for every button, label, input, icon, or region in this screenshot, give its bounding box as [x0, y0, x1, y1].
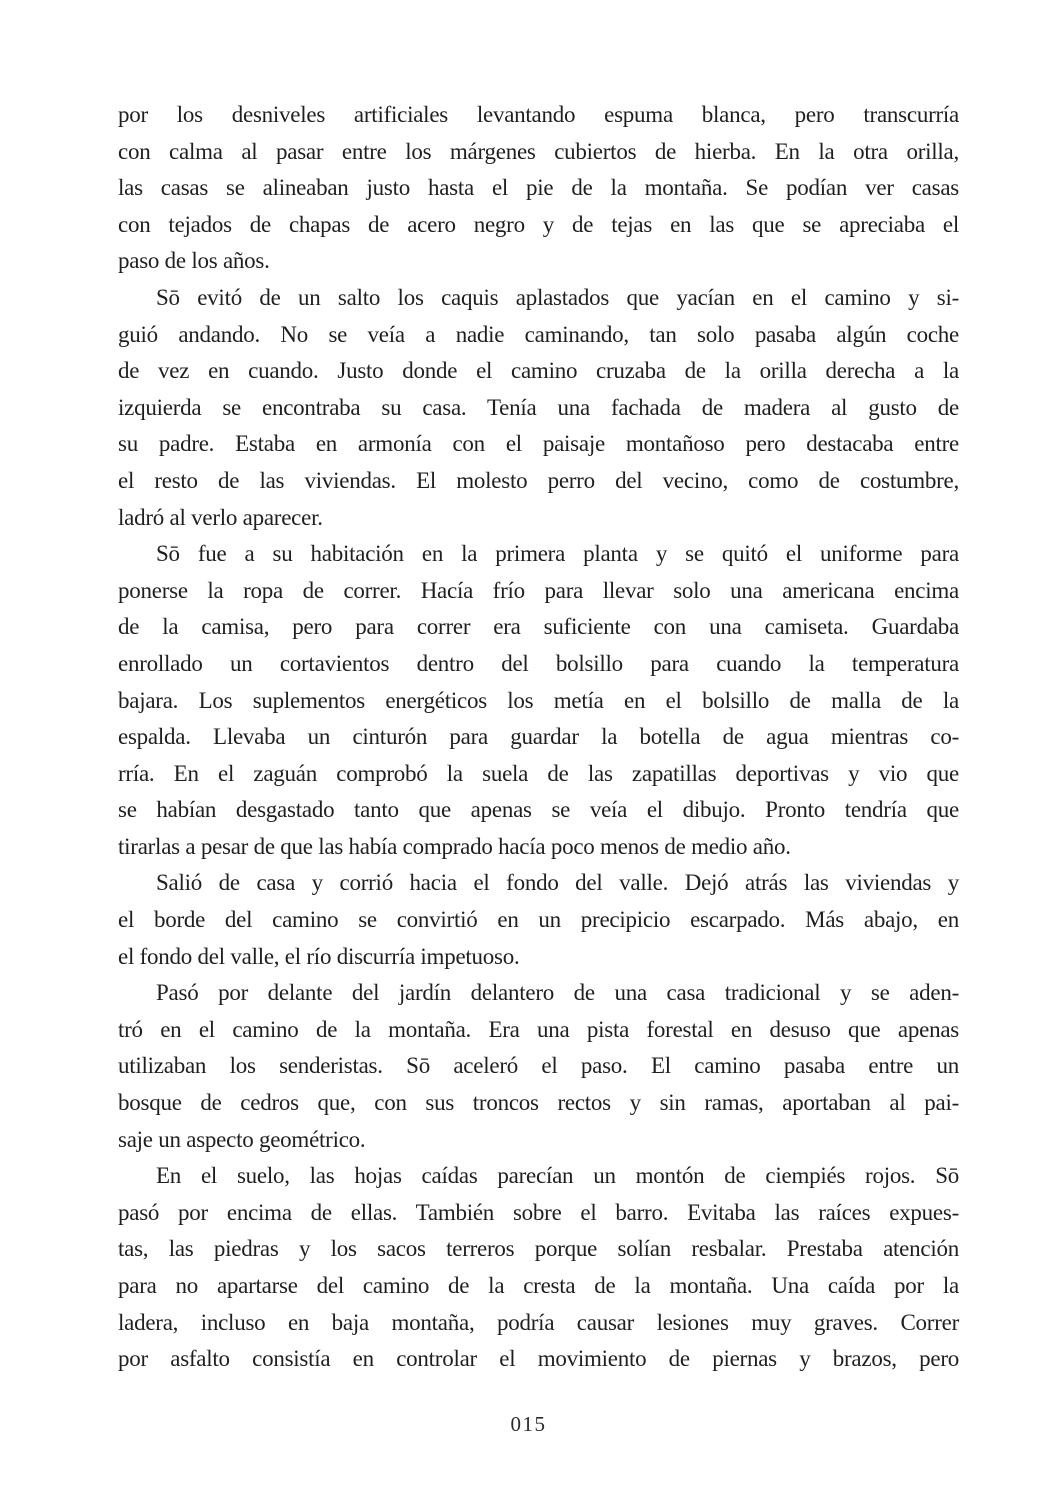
page-number: 015 — [510, 1412, 547, 1436]
text-line: Salió de casa y corrió hacia el fondo del valle. Dejó atrás las viviendas y — [156, 870, 959, 896]
paragraph — [118, 536, 959, 865]
text-line: pasó por encima de ellas. También sobre el barro. Evitaba las raíces expues- — [118, 1199, 959, 1225]
text-line: con calma al pasar entre los márgenes cubiertos de hierba. En la otra orilla, — [118, 138, 959, 164]
text-line: ladró al verlo aparecer. — [118, 504, 323, 530]
text-line: saje un aspecto geométrico. — [118, 1126, 366, 1152]
text-line: bosque de cedros que, con sus troncos rectos y sin ramas, aportaban al pai- — [118, 1090, 959, 1116]
text-line: por asfalto consistía en controlar el movimiento de piernas y brazos, pero — [118, 1346, 959, 1372]
text-line: ponerse la ropa de correr. Hacía frío para llevar solo una americana encima — [118, 577, 959, 603]
text-line: tas, las piedras y los sacos terreros porque solían resbalar. Prestaba atención — [118, 1236, 959, 1262]
text-line: con tejados de chapas de acero negro y de tejas en las que se apreciaba el — [118, 211, 959, 237]
paragraph — [118, 97, 959, 280]
text-line: guió andando. No se veía a nadie caminando, tan solo pasaba algún coche — [118, 321, 959, 347]
text-line: enrollado un cortavientos dentro del bolsillo para cuando la temperatura — [118, 650, 959, 676]
text-line: espalda. Llevaba un cinturón para guardar la botella de agua mientras co- — [118, 724, 959, 750]
paragraph — [118, 1158, 959, 1378]
text-line: de vez en cuando. Justo donde el camino cruzaba de la orilla derecha a la — [118, 358, 959, 384]
text-line: tirarlas a pesar de que las había comprado hacía poco menos de medio año. — [118, 833, 791, 859]
text-line: las casas se alineaban justo hasta el pie de la montaña. Se podían ver casas — [118, 175, 959, 201]
text-line: Sō fue a su habitación en la primera planta y se quitó el uniforme para — [156, 541, 959, 567]
paragraph — [118, 280, 959, 536]
text-line: se habían desgastado tanto que apenas se veía el dibujo. Pronto tendría que — [118, 797, 959, 823]
page-text — [118, 97, 959, 1378]
text-line: el fondo del valle, el río discurría impetuoso. — [118, 943, 520, 969]
text-line: Sō evitó de un salto los caquis aplastados que yacían en el camino y si- — [156, 284, 959, 310]
text-line: ladera, incluso en baja montaña, podría causar lesiones muy graves. Correr — [118, 1309, 959, 1335]
text-line: paso de los años. — [118, 248, 270, 274]
text-line: el borde del camino se convirtió en un precipicio escarpado. Más abajo, en — [118, 907, 959, 933]
text-line: utilizaban los senderistas. Sō aceleró el paso. El camino pasaba entre un — [118, 1053, 959, 1079]
text-line: bajara. Los suplementos energéticos los metía en el bolsillo de malla de la — [118, 687, 959, 713]
text-line: rría. En el zaguán comprobó la suela de las zapatillas deportivas y vio que — [118, 760, 959, 786]
text-line: En el suelo, las hojas caídas parecían un montón de ciempiés rojos. Sō — [156, 1163, 959, 1189]
text-line: para no apartarse del camino de la cresta de la montaña. Una caída por la — [118, 1273, 959, 1298]
text-line: Pasó por delante del jardín delantero de una casa tradicional y se aden- — [156, 980, 959, 1006]
text-line: de la camisa, pero para correr era suficiente con una camiseta. Guardaba — [118, 614, 959, 640]
paragraph — [118, 865, 959, 975]
paragraph — [118, 975, 959, 1158]
text-line: el resto de las viviendas. El molesto perro del vecino, como de costumbre, — [118, 467, 959, 493]
text-line: por los desniveles artificiales levantando espuma blanca, pero transcurría — [118, 102, 959, 127]
text-line: tró en el camino de la montaña. Era una pista forestal en desuso que apenas — [118, 1016, 959, 1042]
text-line: izquierda se encontraba su casa. Tenía una fachada de madera al gusto de — [118, 394, 959, 420]
text-line: su padre. Estaba en armonía con el paisaje montañoso pero destacaba entre — [118, 431, 959, 457]
